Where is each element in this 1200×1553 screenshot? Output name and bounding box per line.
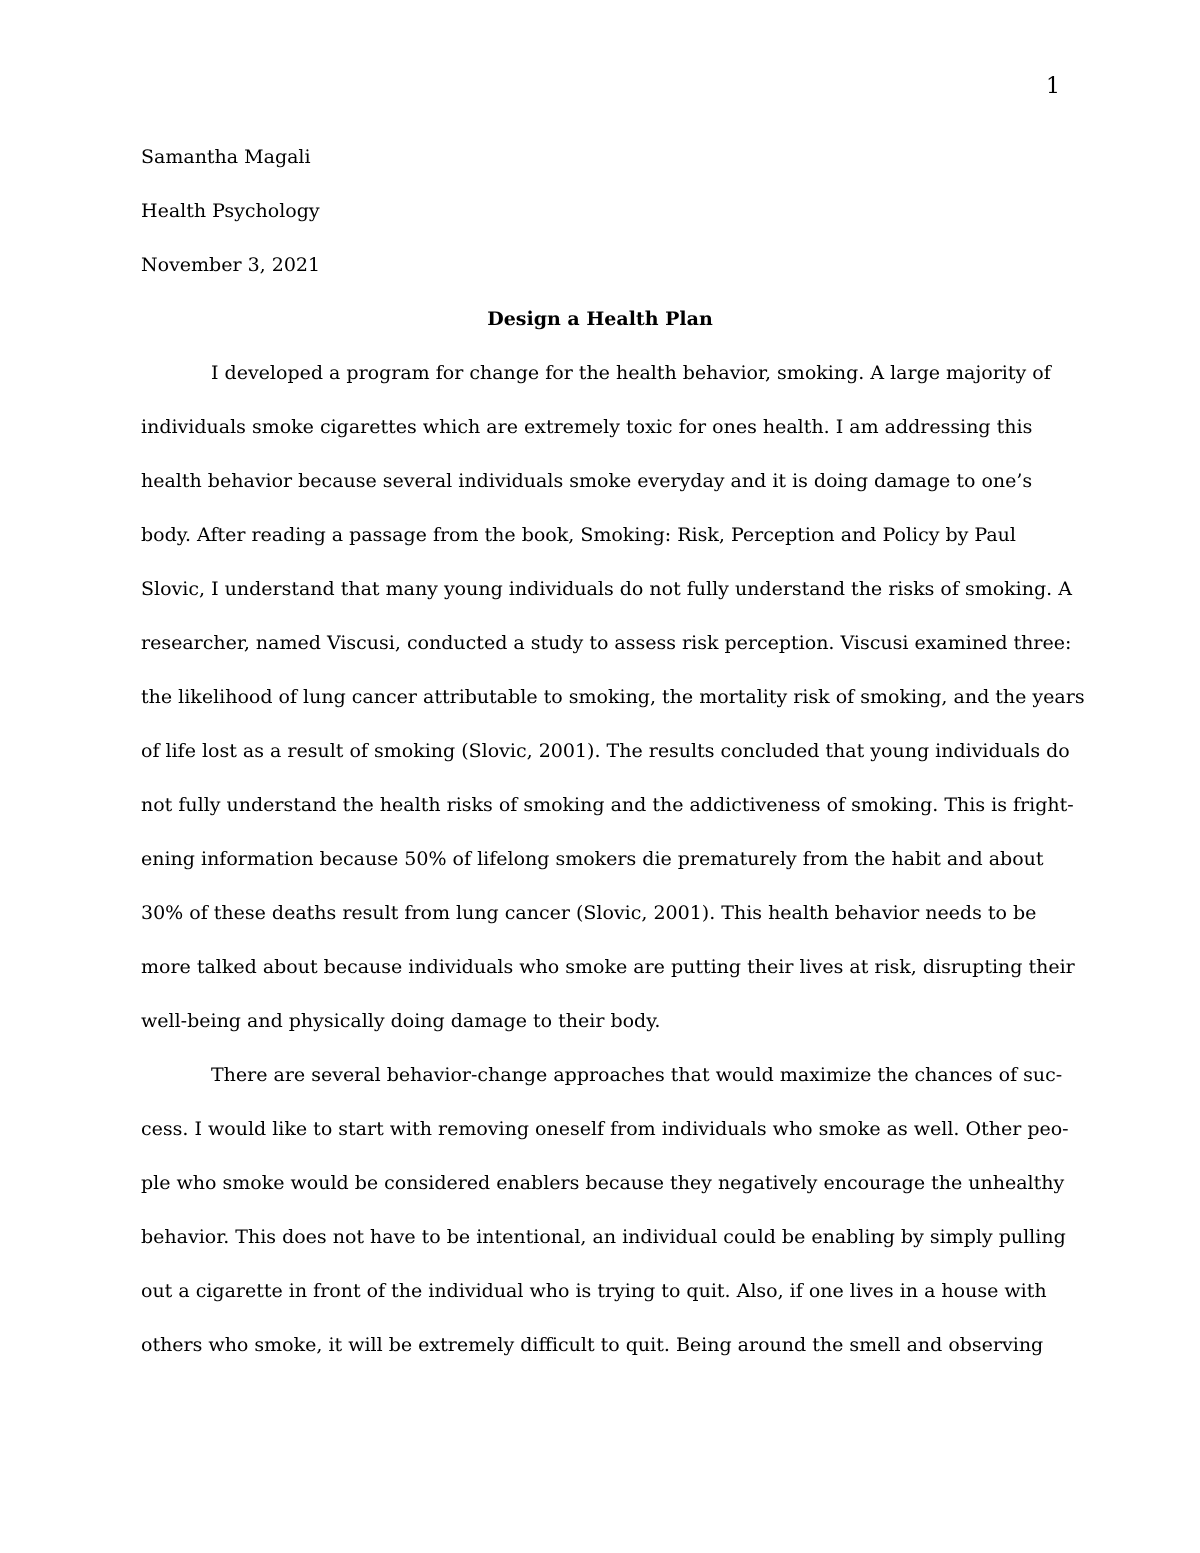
paragraph-line: of life lost as a result of smoking (Slovic, 2001). The results concluded that young individuals do	[141, 740, 1070, 762]
paragraph-line: well-being and physically doing damage to their body.	[141, 1010, 661, 1032]
author-name: Samantha Magali	[141, 146, 311, 168]
paragraph-line: cess. I would like to start with removing oneself from individuals who smoke as well. Other peo-	[141, 1118, 1069, 1140]
paragraph-line: ening information because 50% of lifelong smokers die prematurely from the habit and about	[141, 848, 1044, 870]
page-number: 1	[1046, 74, 1060, 99]
paragraph-line: There are several behavior-change approaches that would maximize the chances of suc-	[211, 1064, 1063, 1086]
paragraph-line: health behavior because several individuals smoke everyday and it is doing damage to one’s	[141, 470, 1033, 492]
paragraph-line: not fully understand the health risks of smoking and the addictiveness of smoking. This is fright-	[141, 794, 1074, 816]
document-title: Design a Health Plan	[487, 308, 713, 330]
paragraph-line: Slovic, I understand that many young individuals do not fully understand the risks of smoking. A	[141, 578, 1072, 600]
paragraph-line: researcher, named Viscusi, conducted a study to assess risk perception. Viscusi examined three:	[141, 632, 1072, 654]
paragraph-line: behavior. This does not have to be intentional, an individual could be enabling by simply pulling	[141, 1226, 1066, 1248]
paragraph-line: ple who smoke would be considered enablers because they negatively encourage the unhealthy	[141, 1172, 1065, 1194]
paragraph-line: body. After reading a passage from the book, Smoking: Risk, Perception and Policy by Paul	[141, 524, 1016, 546]
paragraph-line: the likelihood of lung cancer attributable to smoking, the mortality risk of smoking, and the years	[141, 686, 1085, 708]
course-name: Health Psychology	[141, 200, 320, 222]
paragraph-line: individuals smoke cigarettes which are extremely toxic for ones health. I am addressing this	[141, 416, 1033, 438]
paragraph-line: I developed a program for change for the health behavior, smoking. A large majority of	[211, 362, 1051, 384]
paragraph-line: others who smoke, it will be extremely difficult to quit. Being around the smell and observing	[141, 1334, 1044, 1356]
paragraph-line: 30% of these deaths result from lung cancer (Slovic, 2001). This health behavior needs to be	[141, 902, 1037, 924]
paragraph-line: more talked about because individuals who smoke are putting their lives at risk, disrupting their	[141, 956, 1075, 978]
paragraph-line: out a cigarette in front of the individual who is trying to quit. Also, if one lives in a house with	[141, 1280, 1047, 1302]
document-date: November 3, 2021	[141, 254, 321, 276]
